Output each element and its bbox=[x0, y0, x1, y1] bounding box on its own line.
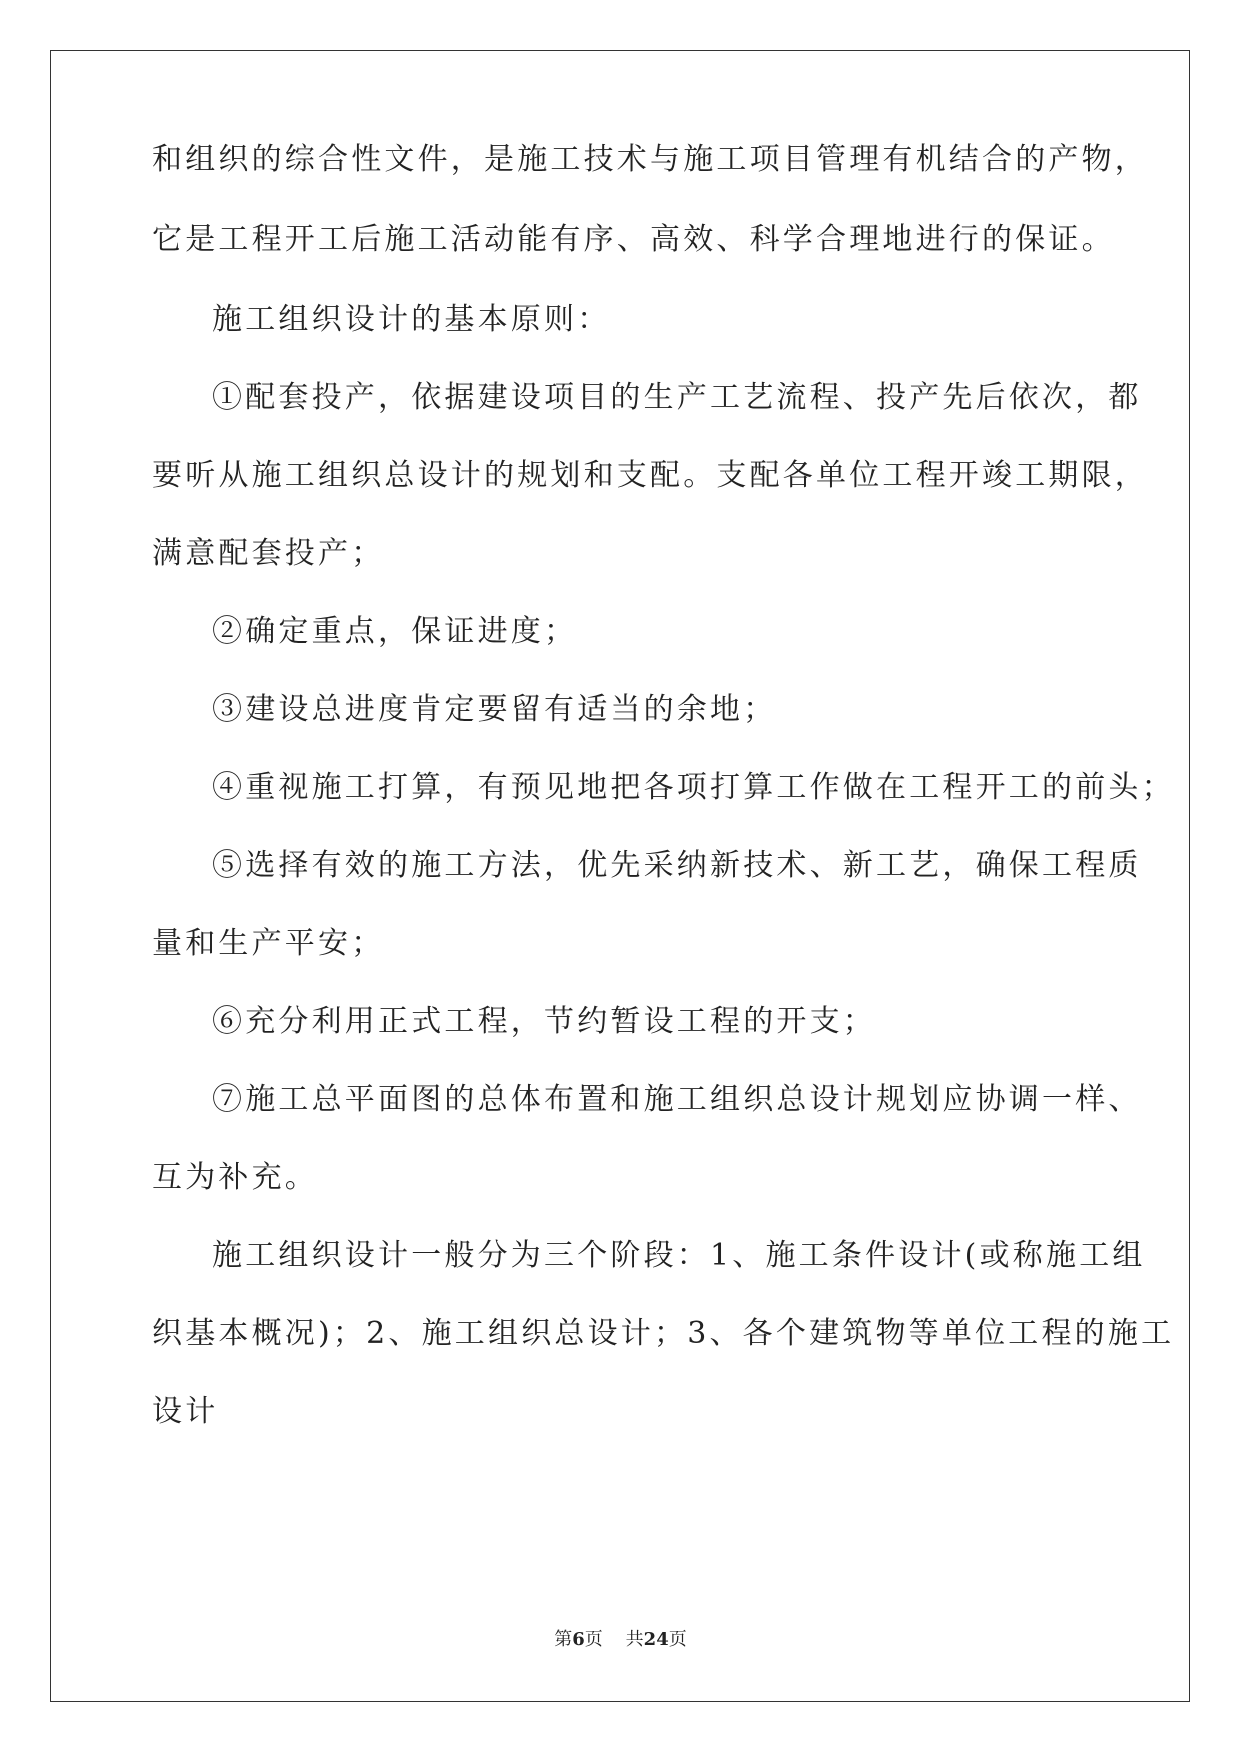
text-line: 施工组织设计一般分为三个阶段：1、施工条件设计(或称施工组 bbox=[212, 1238, 1146, 1273]
text-line: ①配套投产，依据建设项目的生产工艺流程、投产先后依次，都 bbox=[212, 380, 1142, 415]
text-line: 互为补充。 bbox=[152, 1160, 318, 1195]
total-prefix: 共 bbox=[625, 1629, 644, 1650]
text-line: 和组织的综合性文件，是施工技术与施工项目管理有机结合的产物， bbox=[152, 142, 1148, 177]
page-suffix: 页 bbox=[584, 1629, 603, 1650]
text-line: 满意配套投产； bbox=[152, 536, 385, 571]
total-pages: 24 bbox=[643, 1629, 669, 1650]
text-line: 织基本概况)；2、施工组织总设计；3、各个建筑物等单位工程的施工 bbox=[152, 1316, 1175, 1351]
text-line: ③建设总进度肯定要留有适当的余地； bbox=[212, 692, 777, 727]
text-line: ⑦施工总平面图的总体布置和施工组织总设计规划应协调一样、 bbox=[212, 1082, 1142, 1117]
text-line: ⑥充分利用正式工程，节约暂设工程的开支； bbox=[212, 1004, 876, 1039]
text-line: ②确定重点，保证进度； bbox=[212, 614, 578, 649]
page-prefix: 第 bbox=[554, 1629, 573, 1650]
text-line: 设计 bbox=[152, 1394, 219, 1429]
text-line: 要听从施工组织总设计的规划和支配。支配各单位工程开竣工期限， bbox=[152, 458, 1148, 493]
text-line: 量和生产平安； bbox=[152, 926, 385, 961]
text-line: ⑤选择有效的施工方法，优先采纳新技术、新工艺，确保工程质 bbox=[212, 848, 1142, 883]
text-line: ④重视施工打算，有预见地把各项打算工作做在工程开工的前头； bbox=[212, 770, 1175, 805]
page-footer bbox=[0, 1628, 1241, 1652]
section-heading: 施工组织设计的基本原则： bbox=[212, 302, 611, 337]
text-line: 它是工程开工后施工活动能有序、高效、科学合理地进行的保证。 bbox=[152, 222, 1115, 257]
total-suffix: 页 bbox=[668, 1629, 687, 1650]
page-number: 6 bbox=[572, 1629, 585, 1650]
